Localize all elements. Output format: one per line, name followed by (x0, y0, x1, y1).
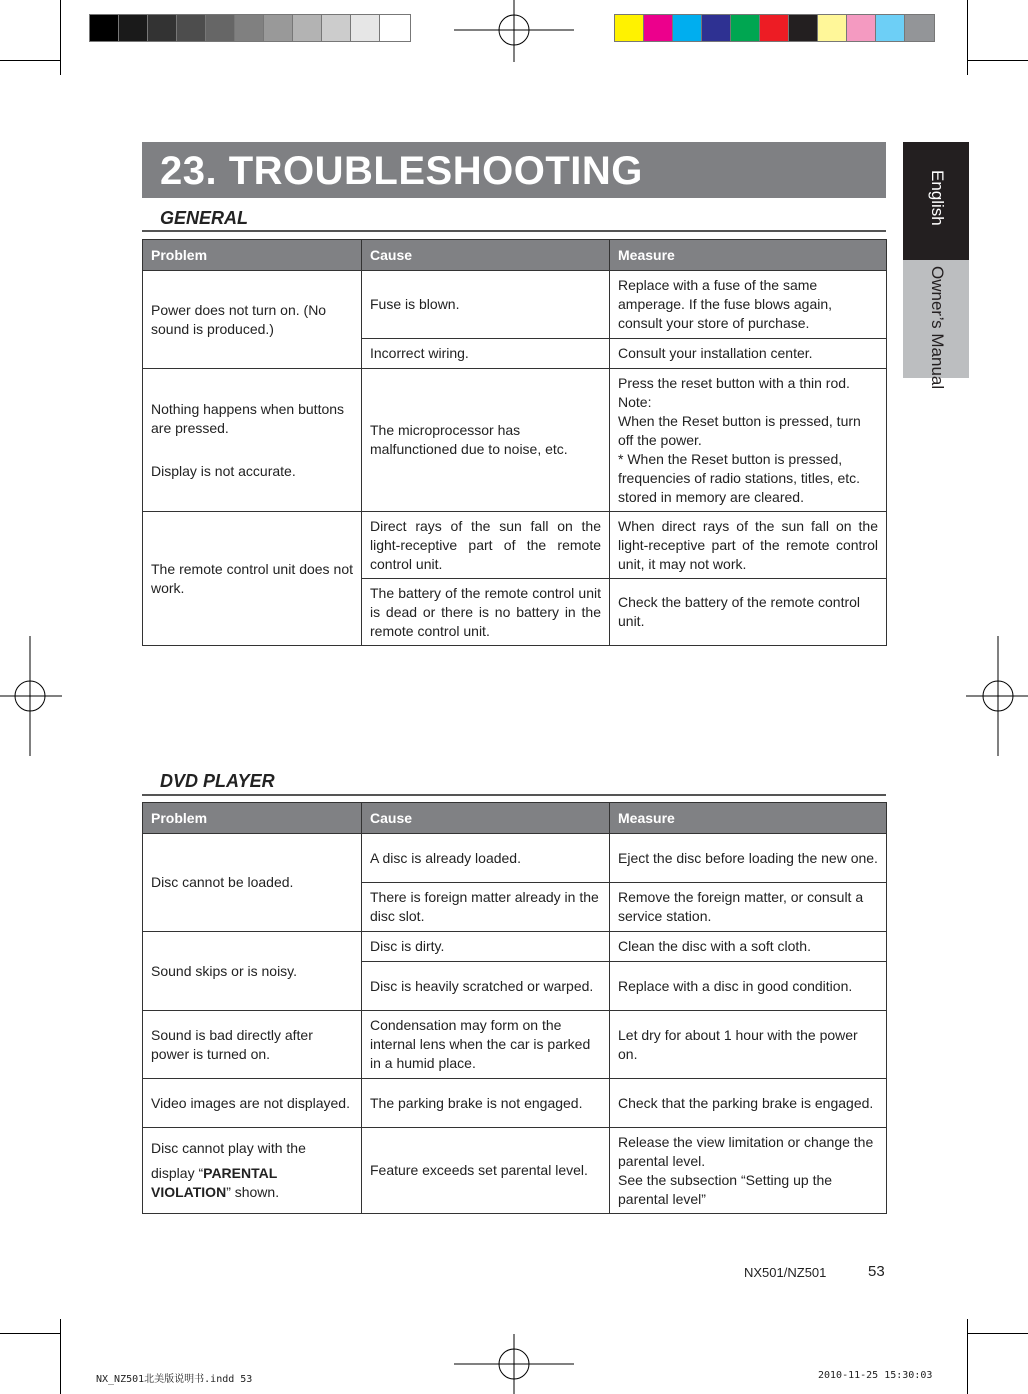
header-cause: Cause (362, 240, 610, 271)
problem-line: Nothing happens when buttons are pressed. (151, 400, 345, 436)
crop-mark (60, 1319, 61, 1394)
header-measure: Measure (610, 240, 887, 271)
crop-mark (0, 60, 60, 61)
crop-mark (60, 0, 61, 75)
measure-cell: Remove the foreign matter, or consult a service station. (610, 883, 887, 932)
crop-mark (967, 0, 968, 75)
swatch (118, 14, 147, 42)
cause-cell: The microprocessor has malfunctioned due to noise, etc. (362, 369, 610, 512)
measure-cell: Replace with a fuse of the same amperage. If the fuse blows again, consult your store of purchase. (610, 271, 887, 339)
swatch (234, 14, 263, 42)
swatch (701, 14, 730, 42)
cause-cell: Condensation may form on the internal lens when the car is parked in a humid place. (362, 1011, 610, 1079)
section-rule (142, 794, 886, 796)
page-title: 23. TROUBLESHOOTING (160, 149, 643, 193)
swatch (643, 14, 672, 42)
problem-line (151, 1164, 353, 1202)
crop-mark (968, 1333, 1028, 1334)
header-measure: Measure (610, 803, 887, 834)
page-number: 53 (868, 1263, 885, 1280)
measure-line: When the Reset button is pressed, turn off the power. (618, 412, 861, 448)
table-row (143, 369, 887, 512)
general-table (142, 239, 887, 646)
measure-cell: Eject the disc before loading the new one. (610, 834, 887, 883)
problem-cell (143, 369, 362, 512)
measure-cell: When direct rays of the sun fall on the light-receptive part of the remote control unit, it may not work. (610, 512, 887, 579)
table-row (143, 512, 887, 579)
table-row (143, 932, 887, 962)
swatch (817, 14, 846, 42)
table-header-row (143, 240, 887, 271)
problem-cell: Sound is bad directly after power is turned on. (143, 1011, 362, 1079)
slug-filename: NX_NZ501北美版说明书.indd 53 (96, 1374, 253, 1385)
measure-line: Press the reset button with a thin rod. (618, 374, 850, 391)
measure-line: Note: (618, 393, 652, 410)
measure-line: * When the Reset button is pressed, frequencies of radio stations, titles, etc. stored in memory are cleared. (618, 450, 861, 505)
section-title-general: GENERAL (160, 208, 249, 228)
title-bar (142, 142, 886, 198)
cause-cell: There is foreign matter already in the disc slot. (362, 883, 610, 932)
dvd-table (142, 802, 887, 1214)
swatch (176, 14, 205, 42)
problem-text: ” shown. (226, 1184, 280, 1200)
problem-line: Disc cannot play with the (151, 1140, 306, 1156)
swatch (205, 14, 234, 42)
swatch (672, 14, 701, 42)
crop-mark (0, 1333, 60, 1334)
header-cause: Cause (362, 803, 610, 834)
measure-cell: Clean the disc with a soft cloth. (610, 932, 887, 962)
tab-owners-manual-label: Owner’s Manual (928, 266, 947, 390)
swatch (730, 14, 759, 42)
color-bar (614, 14, 935, 44)
registration-mark (0, 636, 62, 756)
problem-text: display “ (151, 1165, 204, 1181)
swatch (904, 14, 935, 42)
section-title-dvd: DVD PLAYER (160, 771, 275, 791)
section-rule (142, 230, 886, 232)
measure-cell: Let dry for about 1 hour with the power on. (610, 1011, 887, 1079)
cause-cell: Incorrect wiring. (362, 339, 610, 369)
swatch (147, 14, 176, 42)
measure-cell (610, 1128, 887, 1214)
slug-timestamp: 2010-11-25 15:30:03 (818, 1370, 933, 1381)
tab-english-label: English (928, 170, 947, 226)
tab-owners-manual (903, 260, 969, 390)
measure-cell: Consult your installation center. (610, 339, 887, 369)
problem-cell: Sound skips or is noisy. (143, 932, 362, 1011)
table-row (143, 1011, 887, 1079)
parental-violation-label: PARENTAL VIOLATION (151, 1165, 278, 1200)
registration-mark (454, 1334, 574, 1394)
table-row (143, 271, 887, 339)
problem-cell (143, 1128, 362, 1214)
swatch (846, 14, 875, 42)
swatch (350, 14, 379, 42)
registration-mark (966, 636, 1028, 756)
cause-cell: The battery of the remote control unit is dead or there is no battery in the remote control unit. (362, 579, 610, 646)
table-row (143, 1128, 887, 1214)
cause-cell: Disc is dirty. (362, 932, 610, 962)
model-number: NX501/NZ501 (744, 1265, 827, 1280)
swatch (614, 14, 643, 42)
swatch (89, 14, 118, 42)
measure-cell (610, 369, 887, 512)
cause-cell: Fuse is blown. (362, 271, 610, 339)
swatch (788, 14, 817, 42)
swatch (263, 14, 292, 42)
table-row (143, 1079, 887, 1128)
measure-cell: Check the battery of the remote control unit. (610, 579, 887, 646)
grayscale-bar (89, 14, 411, 44)
cause-cell: A disc is already loaded. (362, 834, 610, 883)
cause-cell: The parking brake is not engaged. (362, 1079, 610, 1128)
crop-mark (967, 1319, 968, 1394)
swatch (321, 14, 350, 42)
crop-mark (968, 60, 1028, 61)
problem-cell: Power does not turn on. (No sound is produced.) (143, 271, 362, 369)
tab-english (903, 142, 969, 260)
table-header-row (143, 803, 887, 834)
header-problem: Problem (143, 240, 362, 271)
measure-cell: Check that the parking brake is engaged. (610, 1079, 887, 1128)
swatch (875, 14, 904, 42)
problem-cell: The remote control unit does not work. (143, 512, 362, 646)
swatch (759, 14, 788, 42)
measure-cell: Replace with a disc in good condition. (610, 962, 887, 1011)
problem-line: Display is not accurate. (151, 462, 296, 479)
cause-cell: Direct rays of the sun fall on the light-receptive part of the remote control unit. (362, 512, 610, 579)
measure-line: Release the view limitation or change the parental level. (618, 1133, 874, 1169)
cause-cell: Disc is heavily scratched or warped. (362, 962, 610, 1011)
table-row (143, 834, 887, 883)
problem-cell: Video images are not displayed. (143, 1079, 362, 1128)
header-problem: Problem (143, 803, 362, 834)
cause-cell: Feature exceeds set parental level. (362, 1128, 610, 1214)
registration-mark (454, 0, 574, 62)
problem-cell: Disc cannot be loaded. (143, 834, 362, 932)
swatch (379, 14, 411, 42)
measure-line: See the subsection “Setting up the parental level” (618, 1171, 833, 1207)
swatch (292, 14, 321, 42)
